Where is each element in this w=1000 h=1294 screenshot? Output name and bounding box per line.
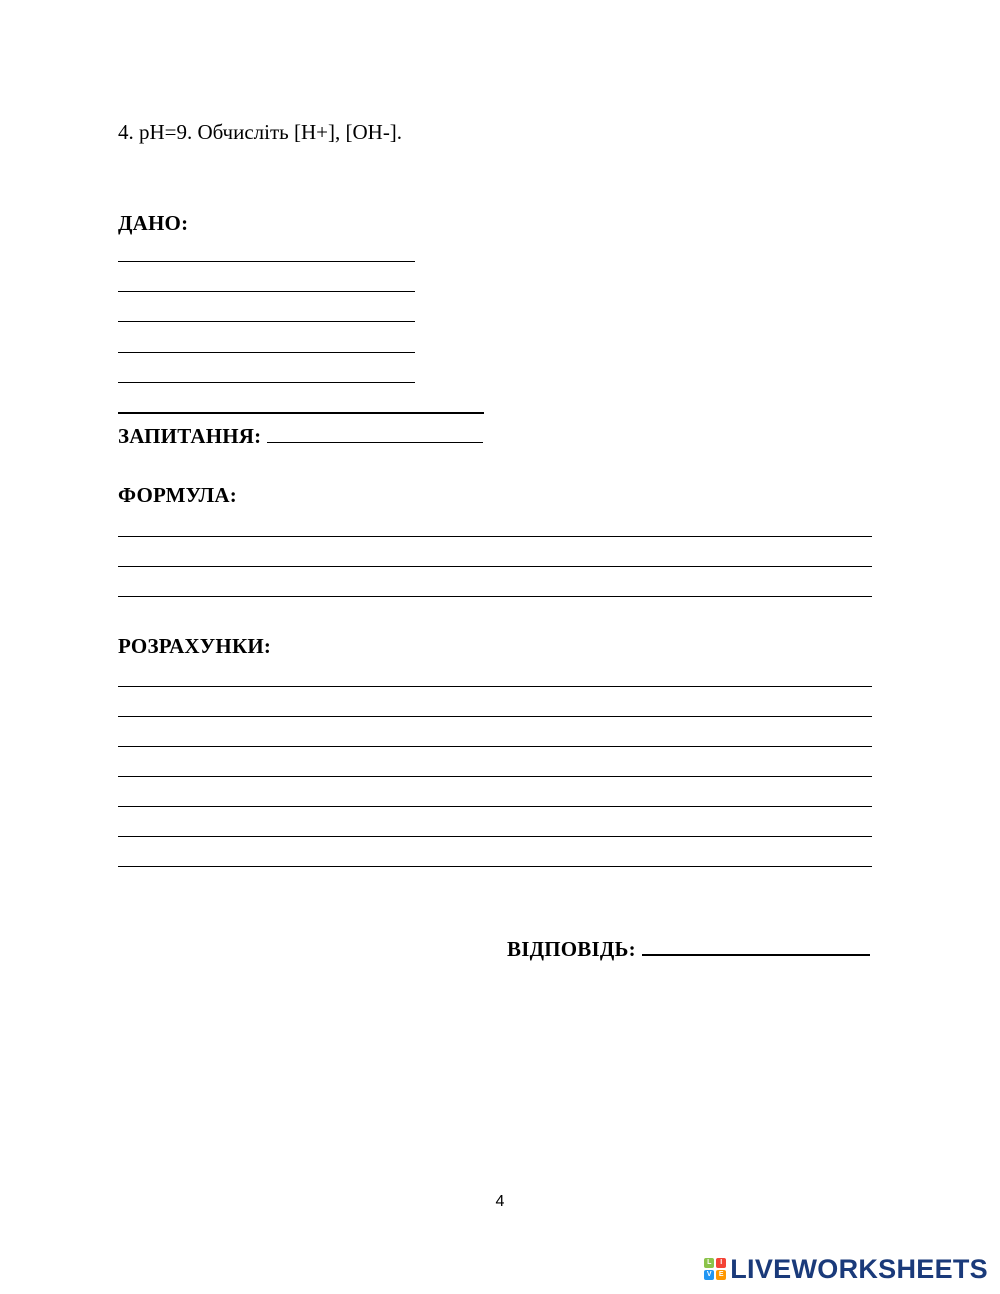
answer-heading: ВІДПОВІДЬ: bbox=[507, 937, 636, 961]
given-heading: ДАНО: bbox=[118, 211, 189, 235]
page-number: 4 bbox=[495, 1193, 505, 1210]
given-answer-line[interactable] bbox=[118, 291, 415, 292]
calculations-answer-line[interactable] bbox=[118, 836, 872, 837]
calculations-answer-line[interactable] bbox=[118, 716, 872, 717]
calculations-heading: РОЗРАХУНКИ: bbox=[118, 634, 272, 658]
formula-heading: ФОРМУЛА: bbox=[118, 483, 237, 507]
question-heading: ЗАПИТАННЯ: bbox=[118, 424, 262, 448]
given-answer-line[interactable] bbox=[118, 321, 415, 322]
brand-name: LIVEWORKSHEETS bbox=[730, 1254, 988, 1284]
brand-logo[interactable] bbox=[704, 1254, 988, 1284]
logo-letter-i: I bbox=[716, 1258, 726, 1268]
given-separator-line bbox=[118, 412, 484, 414]
calculations-answer-line[interactable] bbox=[118, 866, 872, 867]
formula-answer-line[interactable] bbox=[118, 536, 872, 537]
liveworksheets-logo-icon bbox=[704, 1258, 726, 1280]
question-answer-line[interactable] bbox=[267, 424, 483, 443]
given-answer-line[interactable] bbox=[118, 352, 415, 353]
logo-letter-l: L bbox=[704, 1258, 714, 1268]
task-statement: 4. pH=9. Обчисліть [H+], [OH-]. bbox=[118, 120, 403, 144]
logo-letter-v: V bbox=[704, 1270, 714, 1280]
logo-letter-e: E bbox=[716, 1270, 726, 1280]
given-answer-line[interactable] bbox=[118, 382, 415, 383]
answer-line[interactable] bbox=[642, 936, 870, 956]
formula-answer-line[interactable] bbox=[118, 566, 872, 567]
calculations-answer-line[interactable] bbox=[118, 686, 872, 687]
answer-row bbox=[507, 936, 870, 962]
calculations-answer-line[interactable] bbox=[118, 746, 872, 747]
formula-answer-line[interactable] bbox=[118, 596, 872, 597]
given-answer-line[interactable] bbox=[118, 261, 415, 262]
question-row bbox=[118, 423, 483, 449]
calculations-answer-line[interactable] bbox=[118, 806, 872, 807]
calculations-answer-line[interactable] bbox=[118, 776, 872, 777]
